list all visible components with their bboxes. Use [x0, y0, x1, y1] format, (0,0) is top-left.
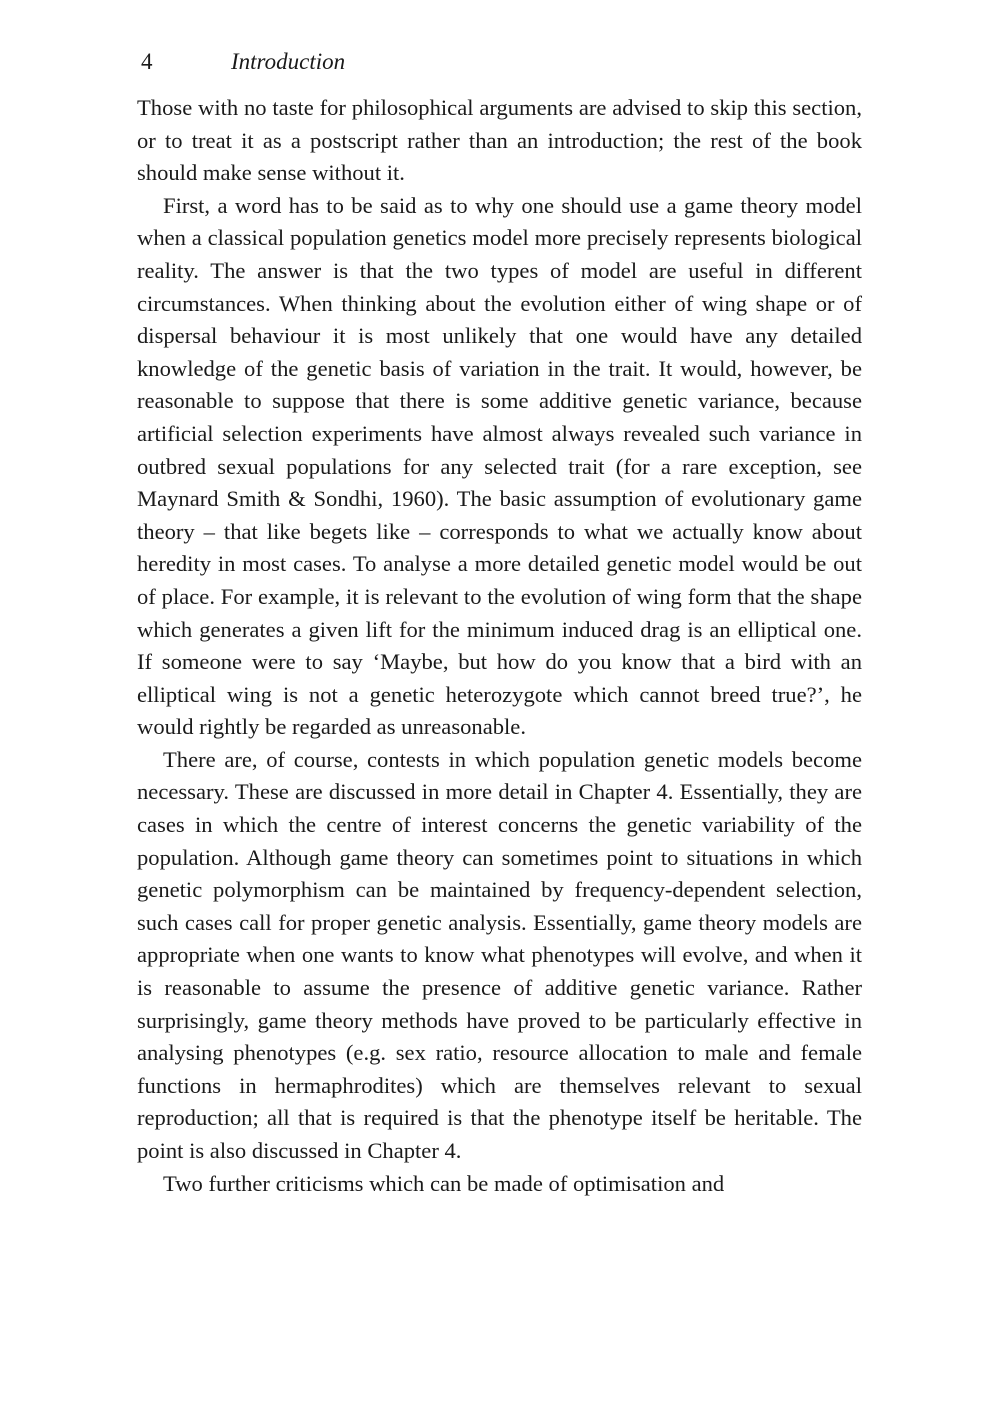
page-number: 4	[141, 49, 153, 74]
paragraph-1: Those with no taste for philosophical arguments are advised to skip this section, or to treat it as a postscript rather than an introduction; the rest of the book should make sense without it.	[137, 95, 862, 186]
running-title: Introduction	[231, 49, 346, 74]
paragraph-2: First, a word has to be said as to why one should use a game theory model when a classical population genetics model more precisely represents biological reality. The answer is that the two types of model are useful in different circumstances. When thinking about the evolution either of wing shape or of dispersal behaviour it is most unlikely that one would have any detailed knowledge of the genetic basis of variation in the trait. It would, however, be reasonable to suppose that there is some additive genetic variance, because artificial selection experiments have almost always revealed such variance in outbred sexual populations for any selected trait (for a rare exception, see Maynard Smith & Sondhi, 1960). The basic assumption of evolutionary game theory – that like begets like – corresponds to what we actually know about heredity in most cases. To analyse a more detailed genetic model would be out of place. For example, it is relevant to the evolution of wing form that the shape which generates a given lift for the minimum induced drag is an elliptical one. If someone were to say ‘Maybe, but how do you know that a bird with an elliptical wing is not a genetic heterozygote which cannot breed true?’, he would rightly be regarded as unreasonable.	[137, 192, 862, 740]
running-head	[137, 46, 862, 78]
paragraph-3: There are, of course, contests in which population genetic models become necessary. These are discussed in more detail in Chapter 4. Essentially, they are cases in which the centre of interest concerns the genetic variability of the population. Although game theory can sometimes point to situations in which genetic polymorphism can be maintained by frequency-dependent selection, such cases call for proper genetic analysis. Essentially, game theory models are appropriate when one wants to know what phenotypes will evolve, and when it is reasonable to assume the presence of additive genetic variance. Rather surprisingly, game theory methods have proved to be particularly effective in analysing phenotypes (e.g. sex ratio, resource allocation to male and female functions in hermaphrodites) which are themselves relevant to sexual reproduction; all that is required is that the phenotype itself be heritable. The point is also discussed in Chapter 4.	[137, 746, 862, 1163]
paragraph-4: Two further criticisms which can be made of optimisation and	[163, 1170, 725, 1196]
body-text	[137, 92, 862, 1200]
